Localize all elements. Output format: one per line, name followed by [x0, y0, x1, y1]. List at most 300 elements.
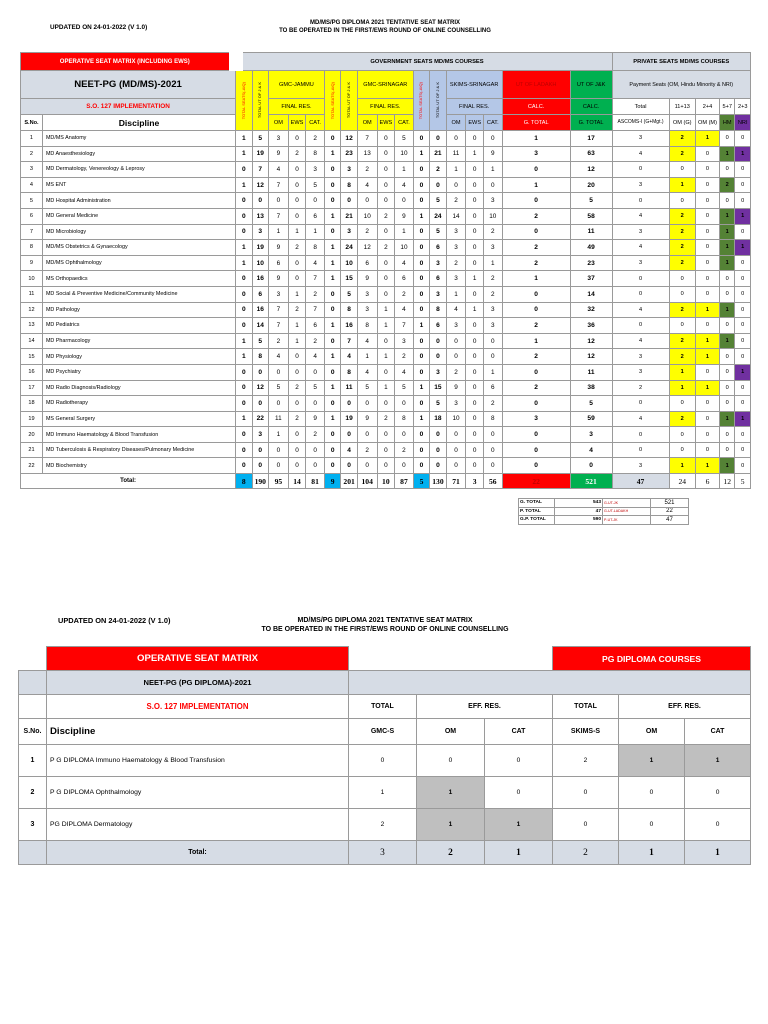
- gs-cell: 3: [357, 286, 377, 302]
- row-sno: 22: [21, 458, 43, 474]
- table-row: [21, 162, 751, 178]
- ladakh-total-cell: 0: [502, 458, 570, 474]
- sk-cell: 0: [413, 131, 429, 147]
- gs-cell: 2: [395, 442, 414, 458]
- gj-cell: 0: [288, 442, 306, 458]
- gj-cell: 2: [288, 302, 306, 318]
- private-cell: 4: [612, 302, 669, 318]
- hm-header: HM: [720, 115, 735, 131]
- private-cell: 1: [735, 208, 751, 224]
- seat-cell: 0: [553, 777, 619, 809]
- gs-cell: 0: [324, 177, 340, 193]
- sk-cell: 1: [446, 286, 466, 302]
- gs-cell: 0: [324, 302, 340, 318]
- seat-cell: 0: [349, 745, 417, 777]
- table-row: [21, 193, 751, 209]
- jk-total-cell: 12: [570, 333, 612, 349]
- private-cell: 2: [669, 349, 695, 365]
- jk-total: 521: [570, 474, 612, 489]
- sk-cell: 1: [483, 162, 502, 178]
- blank-cell: [19, 841, 47, 865]
- sk-cell: 2: [483, 396, 502, 412]
- om-header: OM: [417, 719, 485, 745]
- gs-cell: 8: [341, 302, 357, 318]
- sk-cell: 1: [413, 318, 429, 334]
- sk-cat-header: CAT.: [483, 115, 502, 131]
- gs-cell: 9: [357, 271, 377, 287]
- private-cell: 2: [720, 177, 735, 193]
- table-row: [21, 131, 751, 147]
- private-cell: 1: [695, 458, 719, 474]
- sk-cell: 0: [483, 349, 502, 365]
- p-11-13-header: 11+13: [669, 99, 695, 115]
- sk-cell: 24: [430, 208, 446, 224]
- row-sno: 18: [21, 396, 43, 412]
- seat-cell: 1: [349, 777, 417, 809]
- total-cell: 130: [430, 474, 446, 489]
- private-cell: 1: [720, 458, 735, 474]
- gs-cell: 8: [341, 177, 357, 193]
- gs-cell: 1: [395, 224, 414, 240]
- private-cell: 2: [669, 131, 695, 147]
- gs-cell: 1: [324, 380, 340, 396]
- table-row: [21, 271, 751, 287]
- gs-cell: 4: [357, 177, 377, 193]
- total-cell: 3: [466, 474, 484, 489]
- jk-total-cell: 58: [570, 208, 612, 224]
- gj-cell: 16: [252, 302, 268, 318]
- gs-cell: 0: [324, 224, 340, 240]
- gs-cell: 8: [341, 364, 357, 380]
- gs-cell: 4: [395, 302, 414, 318]
- sk-total-ut-header: TOTAL UT OF J & K: [430, 71, 446, 131]
- summary-value: 543: [555, 499, 603, 508]
- sk-cell: 3: [430, 364, 446, 380]
- gj-cell: 1: [236, 131, 252, 147]
- gj-cell: 3: [252, 427, 268, 443]
- sk-cell: 4: [446, 302, 466, 318]
- sk-cell: 6: [430, 240, 446, 256]
- gs-cell: 16: [341, 318, 357, 334]
- sk-cell: 21: [430, 146, 446, 162]
- sk-cell: 0: [466, 427, 484, 443]
- sk-cell: 8: [430, 302, 446, 318]
- seat-cell: 0: [417, 745, 485, 777]
- gj-cell: 0: [236, 364, 252, 380]
- ladakh-total-cell: 3: [502, 146, 570, 162]
- gs-cell: 0: [324, 131, 340, 147]
- gj-cell: 1: [306, 224, 325, 240]
- summary-ref: P-UT-JK: [603, 516, 651, 525]
- gs-cell: 0: [377, 286, 395, 302]
- ladakh-total-cell: 2: [502, 255, 570, 271]
- total-cell: 24: [669, 474, 695, 489]
- sk-cell: 1: [413, 146, 429, 162]
- sk-cell: 0: [430, 442, 446, 458]
- private-cell: 0: [695, 146, 719, 162]
- gs-cell: 9: [395, 208, 414, 224]
- private-cell: 0: [669, 442, 695, 458]
- sk-cell: 0: [413, 271, 429, 287]
- sk-cell: 0: [413, 333, 429, 349]
- row-discipline: MD/MS Ophthalmology: [42, 255, 235, 271]
- title-line-2: TO BE OPERATED IN THE FIRST/EWS ROUND OF ONLINE COUNSELLING: [279, 27, 491, 34]
- table-row: [21, 396, 751, 412]
- page-title-2: [220, 616, 550, 634]
- gj-cell: 6: [306, 208, 325, 224]
- ascoms-header: ASCOMS-I (G+Mgt.): [612, 115, 669, 131]
- sk-cell: 0: [413, 224, 429, 240]
- sk-cell: 0: [466, 177, 484, 193]
- private-cell: 0: [735, 349, 751, 365]
- gs-cell: 6: [395, 271, 414, 287]
- row-sno: 8: [21, 240, 43, 256]
- private-cell: 4: [612, 411, 669, 427]
- private-cell: 0: [735, 442, 751, 458]
- sk-cell: 2: [483, 271, 502, 287]
- summary-label: G. TOTAL: [519, 499, 555, 508]
- sno-header: S.No.: [21, 115, 43, 131]
- private-cell: 0: [735, 177, 751, 193]
- gs-cell: 0: [395, 193, 414, 209]
- gs-cell: 0: [357, 193, 377, 209]
- private-cell: 0: [695, 177, 719, 193]
- row-discipline: MD Anaesthesiology: [42, 146, 235, 162]
- gj-cell: 9: [268, 240, 288, 256]
- government-seats-label: GOVERNMENT SEATS MD/MS COURSES: [236, 53, 612, 71]
- total-cell: 95: [268, 474, 288, 489]
- gj-cell: 22: [252, 411, 268, 427]
- sk-cell: 0: [466, 208, 484, 224]
- gmc-jammu-header: GMC-JAMMU: [268, 71, 324, 99]
- gj-cell: 0: [288, 364, 306, 380]
- private-cell: 0: [735, 396, 751, 412]
- private-cell: 1: [669, 177, 695, 193]
- jk-calc-header: CALC.: [570, 99, 612, 115]
- private-cell: 0: [735, 302, 751, 318]
- gj-cell: 1: [236, 146, 252, 162]
- jk-total-cell: 5: [570, 193, 612, 209]
- sk-cell: 0: [413, 427, 429, 443]
- gs-cell: 0: [377, 333, 395, 349]
- gj-cell: 3: [252, 224, 268, 240]
- gs-cell: 1: [324, 318, 340, 334]
- gj-cell: 0: [236, 224, 252, 240]
- gs-cell: 1: [324, 271, 340, 287]
- jk-total-cell: 0: [570, 458, 612, 474]
- jk-total-cell: 23: [570, 255, 612, 271]
- gj-cell: 5: [268, 380, 288, 396]
- gj-cell: 0: [306, 396, 325, 412]
- private-seats-label: PRIVATE SEATS MD/MS COURSES: [612, 53, 750, 71]
- gj-cell: 8: [306, 240, 325, 256]
- private-cell: 1: [695, 131, 719, 147]
- gj-cell: 1: [288, 286, 306, 302]
- gs-cell: 2: [357, 224, 377, 240]
- row-sno: 6: [21, 208, 43, 224]
- ut-ladakh-header: UT OF LADAKH: [502, 71, 570, 99]
- sk-cell: 0: [483, 458, 502, 474]
- gs-cell: 0: [395, 458, 414, 474]
- seat-cell: 1: [485, 809, 553, 841]
- total-cell: 5: [413, 474, 429, 489]
- gj-cell: 0: [252, 193, 268, 209]
- sk-cell: 0: [413, 364, 429, 380]
- so-127-label: S.O. 127 IMPLEMENTATION: [21, 99, 236, 115]
- private-cell: 2: [669, 302, 695, 318]
- jk-total-cell: 5: [570, 396, 612, 412]
- private-cell: 0: [669, 271, 695, 287]
- gs-cell: 3: [341, 162, 357, 178]
- ladakh-total-cell: 3: [502, 411, 570, 427]
- gj-cell: 5: [252, 131, 268, 147]
- gs-cell: 0: [324, 442, 340, 458]
- ladakh-total-cell: 2: [502, 318, 570, 334]
- sk-cell: 0: [446, 458, 466, 474]
- gj-cell: 7: [268, 318, 288, 334]
- private-cell: 1: [720, 240, 735, 256]
- gs-cell: 2: [377, 411, 395, 427]
- gj-cell: 0: [236, 442, 252, 458]
- private-cell: 0: [612, 318, 669, 334]
- ut-jk-header: UT OF J&K: [570, 71, 612, 99]
- ladakh-total-cell: 0: [502, 442, 570, 458]
- jk-total-cell: 63: [570, 146, 612, 162]
- total-cell: 1: [685, 841, 751, 865]
- private-cell: 0: [735, 255, 751, 271]
- gj-cell: 0: [236, 318, 252, 334]
- ladakh-total-cell: 2: [502, 380, 570, 396]
- gs-cell: 4: [395, 177, 414, 193]
- gj-cell: 1: [236, 255, 252, 271]
- private-cell: 1: [669, 458, 695, 474]
- gj-cell: 0: [236, 427, 252, 443]
- private-cell: 0: [695, 411, 719, 427]
- sk-cell: 0: [413, 349, 429, 365]
- gj-cell: 0: [288, 208, 306, 224]
- gj-cell: 1: [268, 427, 288, 443]
- private-cell: 1: [720, 302, 735, 318]
- table-row: [21, 208, 751, 224]
- seat-cell: 0: [553, 809, 619, 841]
- sk-cell: 1: [483, 364, 502, 380]
- gs-cell: 23: [341, 146, 357, 162]
- gs-cell: 6: [357, 255, 377, 271]
- gj-cell: 2: [288, 380, 306, 396]
- sk-cell: 11: [446, 146, 466, 162]
- total-cell: 1: [619, 841, 685, 865]
- gs-cell: 0: [377, 458, 395, 474]
- sk-cell: 3: [483, 240, 502, 256]
- p-2-3-header: 2+3: [735, 99, 751, 115]
- sk-om-header: OM: [446, 115, 466, 131]
- ladakh-total-cell: 0: [502, 162, 570, 178]
- sk-cell: 3: [483, 193, 502, 209]
- sk-cell: 0: [446, 427, 466, 443]
- gs-cell: 0: [377, 442, 395, 458]
- seat-cell: 0: [619, 777, 685, 809]
- row-discipline: MD Social & Preventive Medicine/Community Medicine: [42, 286, 235, 302]
- gs-cell: 19: [341, 411, 357, 427]
- ladakh-total-cell: 0: [502, 396, 570, 412]
- gj-cell: 0: [306, 364, 325, 380]
- total-cell: 87: [395, 474, 414, 489]
- summary-row: [519, 516, 689, 525]
- private-cell: 1: [669, 364, 695, 380]
- private-cell: 3: [612, 349, 669, 365]
- gj-cell: 16: [252, 271, 268, 287]
- gj-cell: 0: [236, 458, 252, 474]
- gj-total-aiq-header: TOTAL SEATS(-AIQ): [236, 71, 252, 131]
- gj-cell: 0: [288, 458, 306, 474]
- skims-s-header: SKIMS-S: [553, 719, 619, 745]
- ladakh-total: 22: [502, 474, 570, 489]
- table-row: [21, 380, 751, 396]
- gj-cell: 0: [288, 162, 306, 178]
- sk-cell: 3: [446, 318, 466, 334]
- gs-cell: 0: [377, 396, 395, 412]
- private-cell: 1: [695, 333, 719, 349]
- sk-cell: 9: [446, 380, 466, 396]
- row-discipline: MD Psychiatry: [42, 364, 235, 380]
- cat-header: CAT: [485, 719, 553, 745]
- private-cell: 4: [612, 333, 669, 349]
- gj-cell: 9: [268, 271, 288, 287]
- private-cell: 0: [735, 271, 751, 287]
- private-cell: 0: [720, 364, 735, 380]
- private-cell: 0: [695, 271, 719, 287]
- jk-total-cell: 11: [570, 364, 612, 380]
- total-cell: 201: [341, 474, 357, 489]
- sk-cell: 0: [446, 349, 466, 365]
- total-header: Total: [612, 99, 669, 115]
- sk-cell: 0: [413, 396, 429, 412]
- jk-total-cell: 49: [570, 240, 612, 256]
- private-cell: 0: [735, 162, 751, 178]
- table-row: [21, 177, 751, 193]
- gj-cell: 0: [288, 131, 306, 147]
- private-cell: 0: [669, 427, 695, 443]
- summary-row: [519, 499, 689, 508]
- row-sno: 2: [19, 777, 47, 809]
- gs-total-aiq-header: TOTAL SEATS(-AIQ): [324, 71, 340, 131]
- gj-cell: 0: [268, 396, 288, 412]
- gs-cell: 5: [395, 131, 414, 147]
- sk-cell: 3: [483, 302, 502, 318]
- sk-cell: 0: [466, 349, 484, 365]
- gj-cell: 6: [306, 318, 325, 334]
- sk-cell: 3: [446, 271, 466, 287]
- private-cell: 0: [735, 193, 751, 209]
- seat-cell: 0: [485, 745, 553, 777]
- sk-cell: 0: [430, 177, 446, 193]
- sk-cell: 0: [413, 458, 429, 474]
- private-cell: 1: [735, 411, 751, 427]
- row-sno: 21: [21, 442, 43, 458]
- summary-value: 47: [555, 507, 603, 516]
- ladakh-total-cell: 1: [502, 177, 570, 193]
- table-row: [21, 286, 751, 302]
- gs-cell: 4: [341, 442, 357, 458]
- sk-cell: 0: [483, 333, 502, 349]
- gj-cell: 0: [236, 286, 252, 302]
- row-sno: 11: [21, 286, 43, 302]
- sk-cell: 10: [483, 208, 502, 224]
- gj-cell: 7: [268, 208, 288, 224]
- private-cell: 0: [720, 193, 735, 209]
- table-row: [21, 333, 751, 349]
- private-cell: 0: [695, 162, 719, 178]
- gj-cell: 0: [288, 271, 306, 287]
- ladakh-total-cell: 0: [502, 302, 570, 318]
- gs-cell: 1: [395, 162, 414, 178]
- row-discipline: MD Tuberculosis & Respiratory Diseases/Pulmonary Medicine: [42, 442, 235, 458]
- ladakh-total-cell: 0: [502, 286, 570, 302]
- sk-cell: 6: [483, 380, 502, 396]
- gs-cell: 4: [357, 333, 377, 349]
- sk-cell: 0: [466, 318, 484, 334]
- gs-cell: 9: [357, 411, 377, 427]
- sk-cell: 0: [430, 131, 446, 147]
- sk-cell: 0: [466, 364, 484, 380]
- row-sno: 4: [21, 177, 43, 193]
- ladakh-total-cell: 0: [502, 364, 570, 380]
- summary-num: 22: [651, 507, 689, 516]
- gs-cell: 7: [357, 131, 377, 147]
- ladakh-total-cell: 0: [502, 193, 570, 209]
- private-cell: 4: [612, 240, 669, 256]
- row-sno: 5: [21, 193, 43, 209]
- sk-cell: 0: [466, 411, 484, 427]
- row-discipline: MD Physiology: [42, 349, 235, 365]
- sk-cell: 2: [446, 364, 466, 380]
- gs-cell: 15: [341, 271, 357, 287]
- table-row: [21, 224, 751, 240]
- private-cell: 0: [612, 193, 669, 209]
- sk-final-res-header: FINAL RES.: [446, 99, 502, 115]
- private-cell: 0: [735, 333, 751, 349]
- gj-cell: 0: [252, 364, 268, 380]
- private-cell: 2: [669, 255, 695, 271]
- gs-final-res-header: FINAL RES.: [357, 99, 413, 115]
- row-discipline: PG DIPLOMA Dermatology: [47, 809, 349, 841]
- gj-cell: 0: [252, 396, 268, 412]
- row-discipline: MD General Medicine: [42, 208, 235, 224]
- gs-cell: 10: [341, 255, 357, 271]
- summary-row: [519, 507, 689, 516]
- seat-cell: 1: [417, 809, 485, 841]
- gj-cell: 7: [306, 302, 325, 318]
- gs-cell: 13: [357, 146, 377, 162]
- summary-label: G.P. TOTAL: [519, 516, 555, 525]
- private-cell: 2: [669, 333, 695, 349]
- private-cell: 4: [612, 208, 669, 224]
- jk-total-cell: 4: [570, 442, 612, 458]
- gs-cell: 1: [377, 318, 395, 334]
- jk-total-cell: 11: [570, 224, 612, 240]
- gs-cell: 10: [395, 146, 414, 162]
- jk-total-cell: 14: [570, 286, 612, 302]
- payment-seats-header: Payment Seats (OM, Hindu Minority & NRI): [612, 71, 750, 99]
- gj-cell: 1: [288, 333, 306, 349]
- sk-cell: 0: [413, 442, 429, 458]
- gs-cell: 10: [395, 240, 414, 256]
- seat-cell: 0: [485, 777, 553, 809]
- gj-cell: 1: [236, 333, 252, 349]
- gj-cell: 0: [268, 193, 288, 209]
- sk-cell: 0: [446, 131, 466, 147]
- sk-cell: 6: [430, 271, 446, 287]
